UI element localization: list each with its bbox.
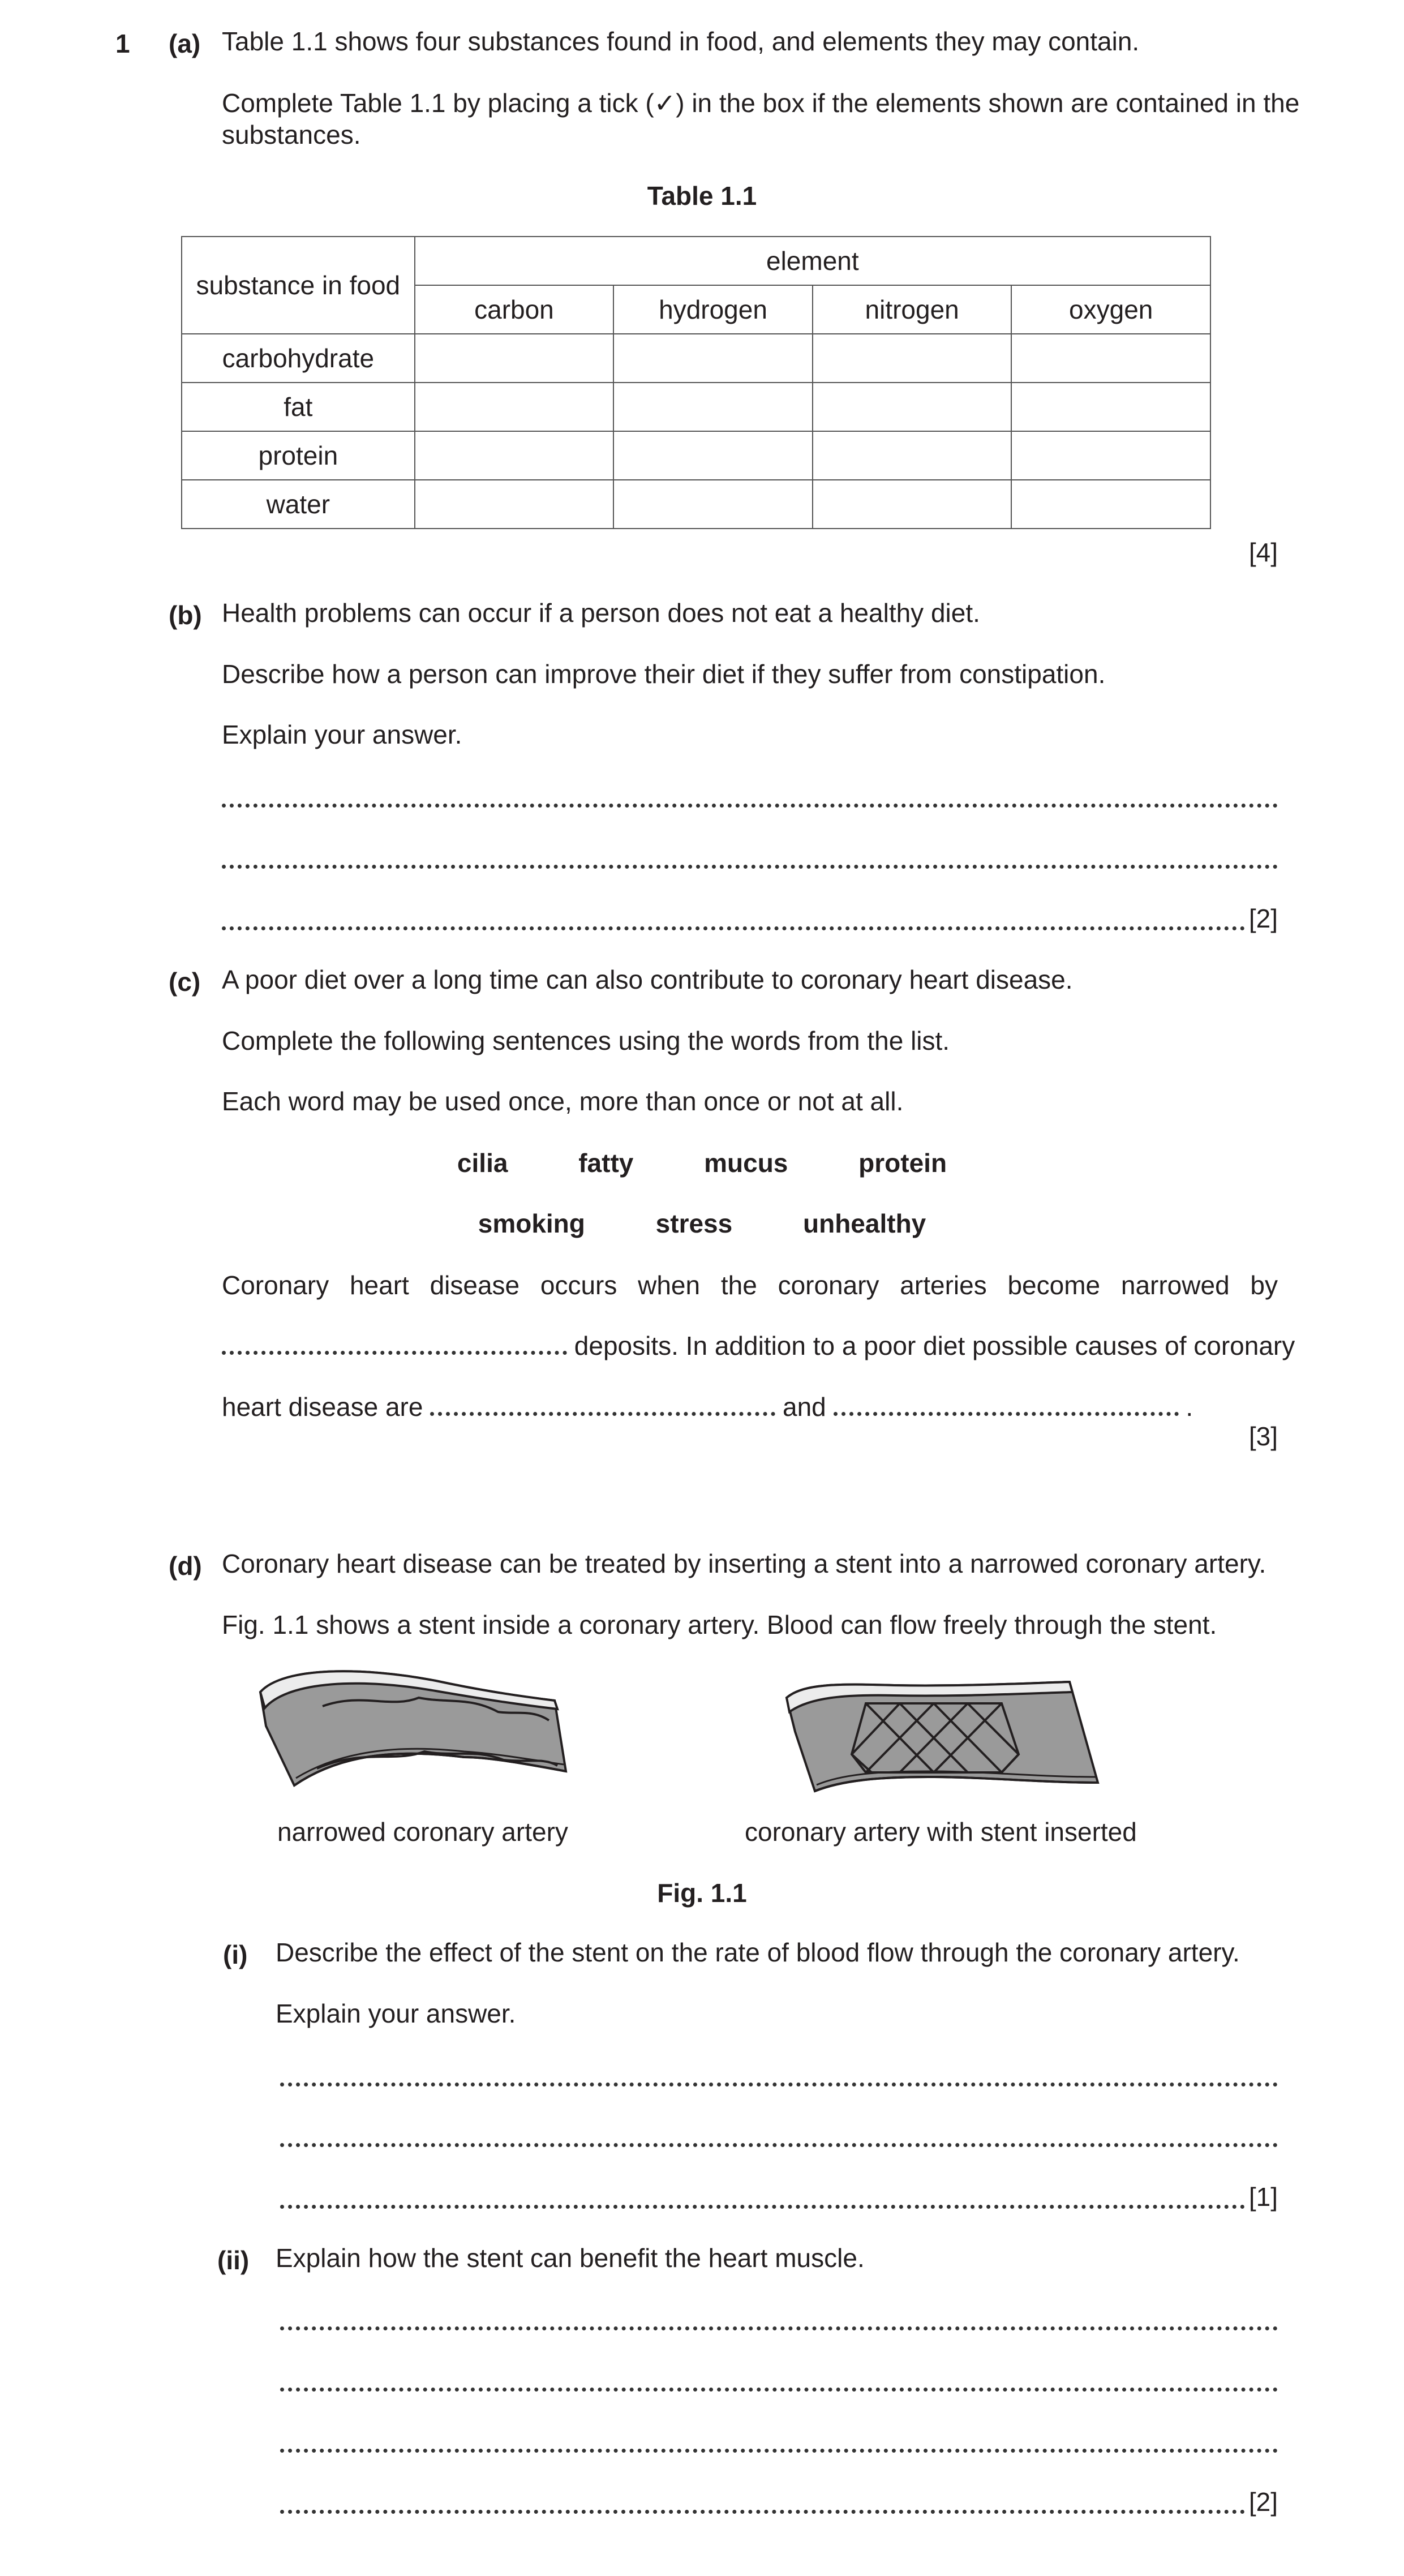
caption-narrowed-artery: narrowed coronary artery <box>277 1817 568 1847</box>
tick-box[interactable] <box>813 383 1012 431</box>
tick-box[interactable] <box>1011 383 1210 431</box>
figure-title: Fig. 1.1 <box>657 1878 747 1908</box>
sub-i-label: (i) <box>223 1940 248 1969</box>
column-header-oxygen: oxygen <box>1011 285 1210 334</box>
part-a-label: (a) <box>169 29 201 58</box>
word-option: mucus <box>704 1148 788 1178</box>
table-title: Table 1.1 <box>647 181 757 211</box>
word-option: protein <box>858 1148 947 1178</box>
sentence-line1: Coronary heart disease occurs when the coronary arteries become narrowed by <box>222 1270 1278 1300</box>
part-c-label: (c) <box>169 967 201 997</box>
word-option: cilia <box>457 1148 508 1178</box>
blank-fill[interactable] <box>430 1412 775 1416</box>
sentence-part3b: and <box>783 1392 826 1422</box>
answer-line[interactable] <box>280 2326 1278 2330</box>
tick-box[interactable] <box>613 480 813 529</box>
tick-box[interactable] <box>613 334 813 383</box>
part-d-line1: Coronary heart disease can be treated by inserting a stent into a narrowed coronary artery. <box>222 1549 1266 1578</box>
part-a-intro: Table 1.1 shows four substances found in food, and elements they may contain. <box>222 27 1140 56</box>
row-label-water: water <box>182 480 415 529</box>
tick-box[interactable] <box>1011 431 1210 480</box>
narrowed-artery-illustration <box>249 1658 577 1794</box>
part-b-line2: Describe how a person can improve their diet if they suffer from constipation. <box>222 659 1106 689</box>
table-row <box>182 431 1210 480</box>
table-row <box>182 383 1210 431</box>
tick-box[interactable] <box>813 480 1012 529</box>
tick-box[interactable] <box>415 334 614 383</box>
table-row <box>182 480 1210 529</box>
substance-element-table <box>181 236 1211 529</box>
sentence-part3c: . <box>1186 1392 1193 1422</box>
sentence-part2: deposits. In addition to a poor diet possible causes of coronary <box>574 1331 1295 1360</box>
sub-i-marks: [1] <box>1248 2182 1278 2212</box>
sub-i-line1: Describe the effect of the stent on the rate of blood flow through the coronary artery. <box>276 1938 1240 1967</box>
answer-line[interactable] <box>280 2083 1278 2086</box>
column-header-hydrogen: hydrogen <box>613 285 813 334</box>
word-list-row2 <box>0 1208 1404 1239</box>
sentence-part3a: heart disease are <box>222 1392 423 1422</box>
row-label-carbohydrate: carbohydrate <box>182 334 415 383</box>
answer-line[interactable] <box>280 2510 1245 2514</box>
part-b-marks: [2] <box>1248 904 1278 933</box>
part-b-line1: Health problems can occur if a person does not eat a healthy diet. <box>222 598 980 628</box>
answer-line[interactable] <box>222 865 1278 869</box>
question-number: 1 <box>115 29 130 58</box>
group-header-element: element <box>415 237 1210 285</box>
part-d-line2: Fig. 1.1 shows a stent inside a coronary artery. Blood can flow freely through the stent. <box>222 1610 1217 1639</box>
answer-line[interactable] <box>222 926 1245 930</box>
answer-line[interactable] <box>280 2205 1245 2209</box>
tick-box[interactable] <box>613 383 813 431</box>
sub-i-line2: Explain your answer. <box>276 1999 516 2028</box>
tick-box[interactable] <box>613 431 813 480</box>
row-header-substance: substance in food <box>182 237 415 334</box>
part-c-line1: A poor diet over a long time can also contribute to coronary heart disease. <box>222 965 1073 994</box>
blank-fill[interactable] <box>834 1412 1179 1416</box>
part-b-label: (b) <box>169 600 202 630</box>
word-list-row1 <box>0 1148 1404 1178</box>
answer-line[interactable] <box>280 2449 1278 2453</box>
row-label-fat: fat <box>182 383 415 431</box>
tick-box[interactable] <box>415 431 614 480</box>
row-label-protein: protein <box>182 431 415 480</box>
sub-ii-label: (ii) <box>217 2246 250 2275</box>
column-header-nitrogen: nitrogen <box>813 285 1012 334</box>
sentence-line3 <box>222 1391 1193 1423</box>
part-a-instruction-line1: Complete Table 1.1 by placing a tick (✓) in the box if the elements shown are contained in the <box>222 88 1300 118</box>
sub-ii-line1: Explain how the stent can benefit the heart muscle. <box>276 2243 865 2273</box>
answer-line[interactable] <box>280 2388 1278 2392</box>
tick-box[interactable] <box>1011 334 1210 383</box>
blank-fill[interactable] <box>222 1351 567 1355</box>
sub-ii-marks: [2] <box>1248 2487 1278 2517</box>
part-c-marks: [3] <box>1248 1422 1278 1451</box>
part-d-label: (d) <box>169 1551 202 1581</box>
word-option: fatty <box>578 1148 634 1178</box>
answer-line[interactable] <box>222 804 1278 808</box>
part-b-line3: Explain your answer. <box>222 720 462 749</box>
column-header-carbon: carbon <box>415 285 614 334</box>
tick-box[interactable] <box>813 431 1012 480</box>
stented-artery-illustration <box>781 1669 1109 1800</box>
tick-box[interactable] <box>415 480 614 529</box>
caption-stented-artery: coronary artery with stent inserted <box>745 1817 1137 1847</box>
tick-box[interactable] <box>1011 480 1210 529</box>
tick-box[interactable] <box>415 383 614 431</box>
word-option: stress <box>655 1209 733 1238</box>
tick-box[interactable] <box>813 334 1012 383</box>
word-option: smoking <box>478 1209 585 1238</box>
word-option: unhealthy <box>803 1209 926 1238</box>
answer-line[interactable] <box>280 2143 1278 2147</box>
part-a-marks: [4] <box>1248 538 1278 567</box>
part-c-line3: Each word may be used once, more than once or not at all. <box>222 1087 904 1116</box>
part-a-instruction-line2: substances. <box>222 120 361 149</box>
part-c-line2: Complete the following sentences using the words from the list. <box>222 1026 950 1055</box>
table-row <box>182 334 1210 383</box>
sentence-line2 <box>222 1330 1295 1362</box>
